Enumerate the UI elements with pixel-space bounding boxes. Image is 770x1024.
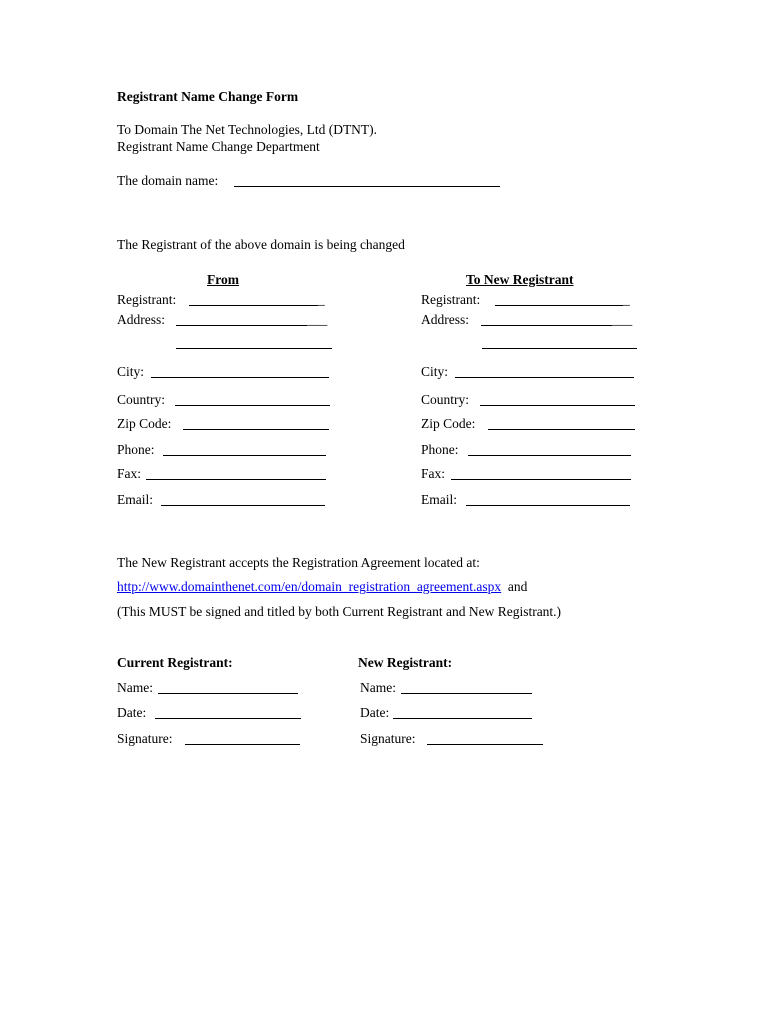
agreement-link[interactable]: http://www.domainthenet.com/en/domain_registration_agreement.aspx — [117, 579, 502, 594]
new-name-label: Name: — [360, 680, 396, 695]
from-email-label: Email: — [117, 492, 153, 507]
new-name-field[interactable] — [401, 693, 532, 694]
from-fax-field[interactable] — [146, 479, 326, 480]
from-registrant-field[interactable] — [189, 305, 318, 306]
from-registrant-trail: _ — [318, 292, 325, 307]
recipient-company: To Domain The Net Technologies, Ltd (DTNT). — [117, 122, 378, 137]
agreement-text: The New Registrant accepts the Registration Agreement located at: — [117, 555, 480, 570]
recipient-department: Registrant Name Change Department — [117, 139, 320, 154]
from-country-field[interactable] — [175, 405, 330, 406]
intro-text: The Registrant of the above domain is being changed — [117, 237, 405, 252]
to-zip-field[interactable] — [488, 429, 635, 430]
domain-name-field[interactable] — [234, 186, 500, 187]
new-date-label: Date: — [360, 705, 390, 720]
to-phone-label: Phone: — [421, 442, 459, 457]
to-country-field[interactable] — [480, 405, 635, 406]
from-address-field[interactable] — [176, 325, 307, 326]
from-email-field[interactable] — [161, 505, 325, 506]
agreement-note: (This MUST be signed and titled by both Current Registrant and New Registrant.) — [117, 604, 562, 619]
from-zip-label: Zip Code: — [117, 416, 172, 431]
agreement-and: and — [507, 579, 528, 594]
from-country-label: Country: — [117, 392, 166, 407]
to-email-label: Email: — [421, 492, 457, 507]
to-phone-field[interactable] — [468, 455, 631, 456]
to-city-label: City: — [421, 364, 449, 379]
to-heading: To New Registrant — [466, 272, 574, 287]
new-date-field[interactable] — [393, 718, 532, 719]
from-address-field-2[interactable] — [176, 348, 332, 349]
from-phone-field[interactable] — [163, 455, 326, 456]
to-city-field[interactable] — [455, 377, 634, 378]
to-zip-label: Zip Code: — [421, 416, 476, 431]
from-city-field[interactable] — [151, 377, 329, 378]
from-zip-field[interactable] — [183, 429, 329, 430]
to-fax-field[interactable] — [451, 479, 631, 480]
to-registrant-label: Registrant: — [421, 292, 481, 307]
to-country-label: Country: — [421, 392, 470, 407]
current-date-field[interactable] — [155, 718, 301, 719]
current-name-field[interactable] — [158, 693, 298, 694]
current-name-label: Name: — [117, 680, 153, 695]
domain-name-label: The domain name: — [117, 173, 219, 188]
to-fax-label: Fax: — [421, 466, 446, 481]
to-registrant-field[interactable] — [495, 305, 623, 306]
from-registrant-label: Registrant: — [117, 292, 177, 307]
new-signature-label: Signature: — [360, 731, 416, 746]
form-title: Registrant Name Change Form — [117, 89, 299, 104]
from-address-trail: ___ — [307, 312, 328, 327]
to-registrant-trail: _ — [623, 292, 630, 307]
current-signature-field[interactable] — [185, 744, 300, 745]
to-address-field[interactable] — [481, 325, 612, 326]
current-registrant-heading: Current Registrant: — [117, 655, 233, 670]
to-address-trail: ___ — [612, 312, 633, 327]
new-registrant-heading: New Registrant: — [358, 655, 453, 670]
from-city-label: City: — [117, 364, 145, 379]
from-phone-label: Phone: — [117, 442, 155, 457]
from-fax-label: Fax: — [117, 466, 142, 481]
current-date-label: Date: — [117, 705, 147, 720]
from-heading: From — [207, 272, 239, 287]
to-address-label: Address: — [421, 312, 469, 327]
from-address-label: Address: — [117, 312, 165, 327]
to-email-field[interactable] — [466, 505, 630, 506]
to-address-field-2[interactable] — [482, 348, 637, 349]
new-signature-field[interactable] — [427, 744, 543, 745]
current-signature-label: Signature: — [117, 731, 173, 746]
agreement-link-row — [117, 579, 527, 595]
